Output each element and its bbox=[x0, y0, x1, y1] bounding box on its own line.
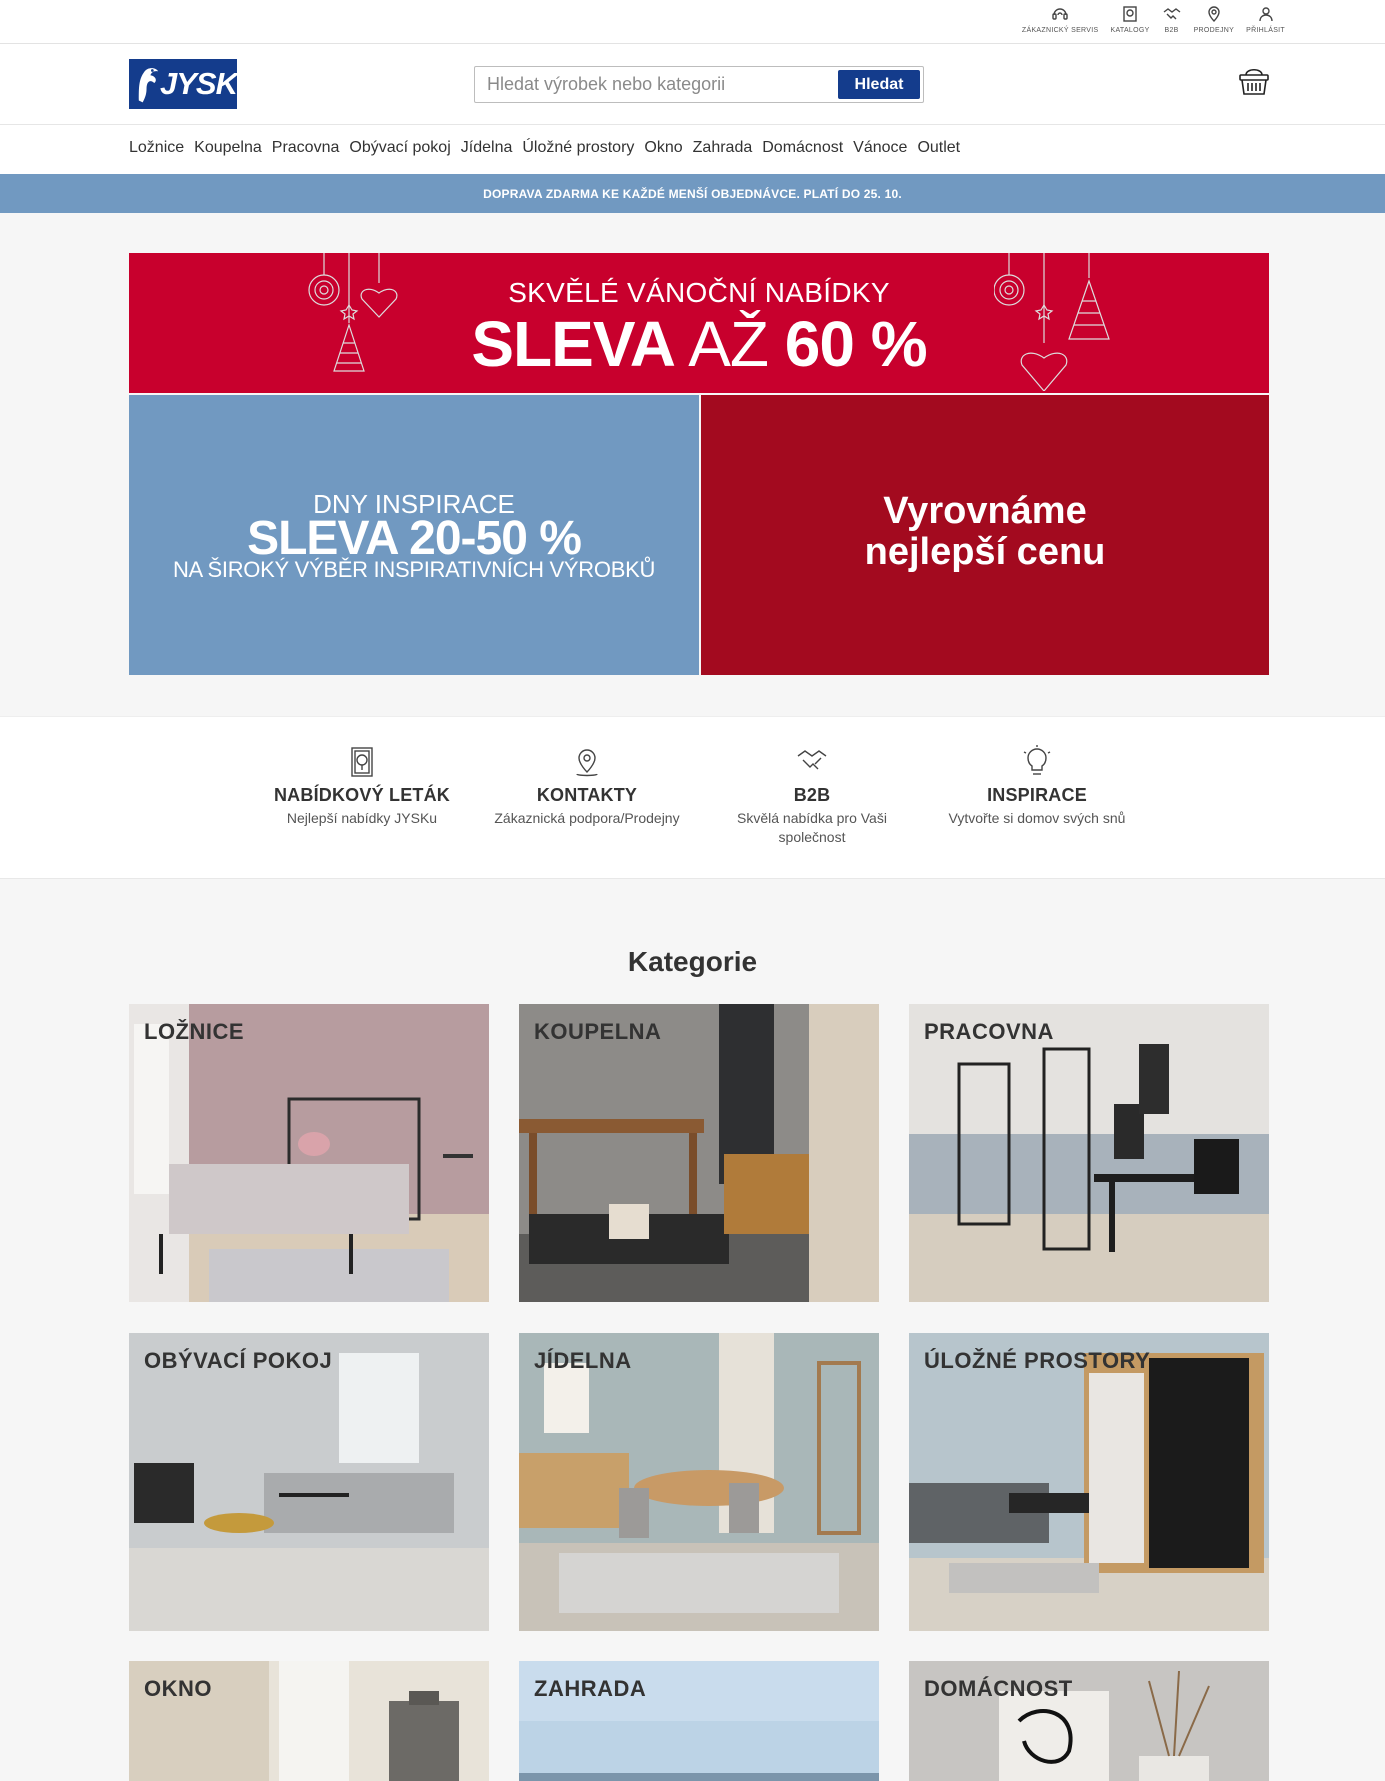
nav-item-jidelna[interactable]: Jídelna bbox=[460, 139, 513, 156]
best-price-banner[interactable] bbox=[701, 395, 1269, 675]
search-box bbox=[474, 66, 924, 103]
inspiration-subtitle: NA ŠIROKÝ VÝBĚR INSPIRATIVNÍCH VÝROBKŮ bbox=[172, 557, 656, 582]
inspiration-discount: SLEVA 20-50 % bbox=[247, 512, 581, 565]
category-tile-ulozne-prostory[interactable] bbox=[909, 1333, 1269, 1631]
nav-item-ulozne-prostory[interactable]: Úložné prostory bbox=[522, 139, 635, 156]
az-word: AŽ bbox=[688, 308, 768, 380]
category-tile-domacnost[interactable] bbox=[909, 1661, 1269, 1781]
jysk-logo[interactable] bbox=[129, 59, 237, 109]
feature-contacts[interactable] bbox=[487, 744, 687, 828]
logo-wordmark: JYSK bbox=[160, 66, 237, 101]
category-label-jidelna: JÍDELNA bbox=[534, 1348, 632, 1373]
category-label-ulozne-prostory: ÚLOŽNÉ PROSTORY bbox=[924, 1348, 1151, 1373]
site-header bbox=[0, 44, 1385, 125]
login-label: PŘIHLÁSIT bbox=[1246, 27, 1285, 34]
features-row bbox=[0, 716, 1385, 879]
sleva-word: SLEVA bbox=[471, 308, 675, 380]
best-price-line-1: Vyrovnáme bbox=[883, 490, 1087, 532]
category-label-koupelna: KOUPELNA bbox=[534, 1019, 662, 1044]
nav-item-loznice[interactable]: Ložnice bbox=[129, 139, 185, 156]
nav-item-vanoce[interactable]: Vánoce bbox=[853, 139, 908, 156]
nav-item-pracovna[interactable]: Pracovna bbox=[271, 139, 340, 156]
feature-b2b-title: B2B bbox=[793, 785, 831, 805]
free-shipping-text: DOPRAVA ZDARMA KE KAŽDÉ MENŠÍ OBJEDNÁVCE. PLATÍ DO 25. 10. bbox=[483, 186, 902, 201]
category-tile-okno[interactable] bbox=[129, 1661, 489, 1781]
search-button[interactable]: Hledat bbox=[838, 70, 920, 99]
storage-room-image bbox=[909, 1333, 1269, 1631]
utility-bar bbox=[0, 0, 1385, 44]
catalogs-link[interactable] bbox=[1110, 4, 1149, 34]
inspiration-title: DNY INSPIRACE bbox=[313, 489, 515, 519]
category-tile-loznice[interactable] bbox=[129, 1004, 489, 1302]
category-label-loznice: LOŽNICE bbox=[144, 1019, 245, 1044]
christmas-subtitle: SKVĚLÉ VÁNOČNÍ NABÍDKY bbox=[508, 277, 890, 308]
living-room-image bbox=[129, 1333, 489, 1631]
percent-value: 60 % bbox=[784, 308, 927, 380]
categories-heading: Kategorie bbox=[627, 946, 758, 977]
b2b-label: B2B bbox=[1164, 27, 1179, 34]
feature-leaflet-title: NABÍDKOVÝ LETÁK bbox=[273, 785, 450, 805]
christmas-headline bbox=[129, 307, 1269, 381]
nav-item-obyvaci-pokoj[interactable]: Obývací pokoj bbox=[349, 139, 451, 156]
stores-label: PRODEJNY bbox=[1193, 27, 1235, 34]
bathroom-image bbox=[519, 1004, 879, 1302]
category-tile-jidelna[interactable] bbox=[519, 1333, 879, 1631]
feature-b2b[interactable] bbox=[712, 744, 912, 847]
login-link[interactable] bbox=[1246, 4, 1285, 34]
customer-service-label: ZÁKAZNICKÝ SERVIS bbox=[1021, 27, 1099, 34]
feature-inspiration-title: INSPIRACE bbox=[987, 785, 1087, 805]
nav-item-outlet[interactable]: Outlet bbox=[917, 139, 961, 156]
feature-leaflet-subtitle: Nejlepší nabídky JYSKu bbox=[286, 810, 438, 826]
nav-item-domacnost[interactable]: Domácnost bbox=[762, 139, 844, 156]
free-shipping-strip[interactable] bbox=[0, 174, 1385, 213]
location-pin-icon bbox=[1204, 4, 1224, 24]
stores-link[interactable] bbox=[1194, 4, 1235, 34]
best-price-text bbox=[701, 491, 1269, 573]
catalogs-label: KATALOGY bbox=[1110, 27, 1150, 34]
feature-contacts-title: KONTAKTY bbox=[536, 785, 638, 805]
bedroom-image bbox=[129, 1004, 489, 1302]
feature-contacts-subtitle: Zákaznická podpora/Prodejny bbox=[494, 810, 680, 826]
category-label-obyvaci-pokoj: OBÝVACÍ POKOJ bbox=[144, 1348, 333, 1373]
christmas-sale-banner[interactable] bbox=[129, 253, 1269, 393]
search-input[interactable] bbox=[487, 71, 827, 98]
nav-item-zahrada[interactable]: Zahrada bbox=[692, 139, 753, 156]
feature-b2b-subtitle: Skvělá nabídka pro Vaši společnost bbox=[737, 810, 887, 845]
category-label-zahrada: ZAHRADA bbox=[534, 1676, 647, 1701]
nav-item-koupelna[interactable]: Koupelna bbox=[194, 139, 262, 156]
category-tile-obyvaci-pokoj[interactable] bbox=[129, 1333, 489, 1631]
dining-room-image bbox=[519, 1333, 879, 1631]
category-label-domacnost: DOMÁCNOST bbox=[924, 1676, 1073, 1701]
inspiration-days-banner[interactable] bbox=[129, 395, 699, 675]
bird-logo-icon bbox=[133, 61, 162, 107]
feature-inspiration[interactable] bbox=[937, 744, 1137, 828]
category-tile-pracovna[interactable] bbox=[909, 1004, 1269, 1302]
user-icon bbox=[1256, 4, 1276, 24]
feature-inspiration-subtitle: Vytvořte si domov svých snů bbox=[948, 810, 1126, 826]
customer-service-link[interactable] bbox=[1022, 4, 1099, 34]
customer-service-icon bbox=[1050, 4, 1070, 24]
feature-leaflet[interactable] bbox=[262, 744, 462, 828]
category-tile-koupelna[interactable] bbox=[519, 1004, 879, 1302]
category-tile-zahrada[interactable] bbox=[519, 1661, 879, 1781]
handshake-icon bbox=[1162, 4, 1182, 24]
utility-links bbox=[1022, 4, 1285, 34]
catalog-icon bbox=[1120, 4, 1140, 24]
basket-icon bbox=[1236, 63, 1272, 99]
best-price-line-2: nejlepší cenu bbox=[864, 531, 1106, 573]
b2b-link[interactable] bbox=[1162, 4, 1182, 34]
lightbulb-icon bbox=[1019, 744, 1055, 780]
main-navigation bbox=[0, 125, 1385, 174]
location-pin-icon bbox=[569, 744, 605, 780]
leaflet-icon bbox=[344, 744, 380, 780]
category-label-okno: OKNO bbox=[144, 1676, 212, 1701]
study-room-image bbox=[909, 1004, 1269, 1302]
nav-list bbox=[129, 139, 970, 157]
category-label-pracovna: PRACOVNA bbox=[924, 1019, 1054, 1044]
handshake-icon bbox=[794, 744, 830, 780]
basket-button[interactable] bbox=[1236, 63, 1272, 99]
nav-item-okno[interactable]: Okno bbox=[644, 139, 683, 156]
